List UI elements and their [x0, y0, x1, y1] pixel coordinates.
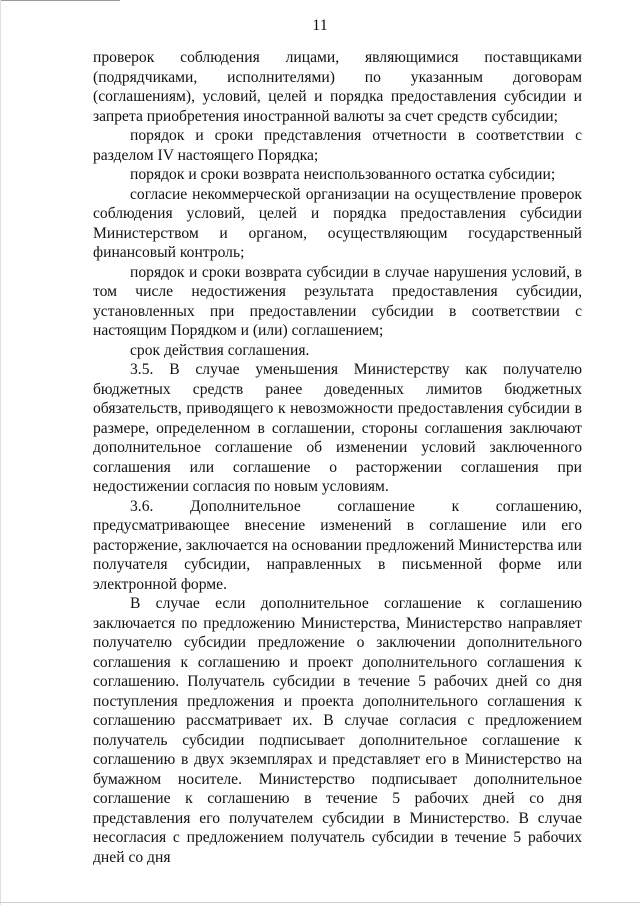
scan-edge-top — [0, 0, 120, 1]
paragraph-9: В случае если дополнительное соглашение к соглашению заключается по предложению Министерства, Министерство направляет получателю субсидии предложение о заключении дополнительного соглашения к соглашению и проект дополнительного соглашения к соглашению. Получатель субсидии в течение 5 рабочих дней со дня поступления предложения и проекта дополнительного соглашения к соглашению рассматривает их. В случае согласия с предложением получатель субсидии подписывает дополнительное соглашение к соглашению в двух экземплярах и представляет его в Министерство на бумажном носителе. Министерство подписывает дополнительное соглашение к соглашению в течение 5 рабочих дней со дня представления его получателем субсидии в Министерство. В случае несогласия с предложением получатель субсидии в течение 5 рабочих дней со дня — [93, 595, 582, 866]
document-body — [93, 48, 582, 867]
paragraph-3-6: 3.6. Дополнительное соглашение к соглашению, предусматривающее внесение изменений в соглашение или его расторжение, заключается на основании предложений Министерства или получателя субсидии, направленных в письменной форме или электронной форме. — [93, 497, 582, 593]
paragraph-3: порядок и сроки возврата неиспользованного остатка субсидии; — [130, 166, 556, 183]
paragraph-6: срок действия соглашения. — [130, 341, 310, 359]
paragraph-3-5: 3.5. В случае уменьшения Министерству как получателю бюджетных средств ранее доведенных лимитов бюджетных обязательств, приводящего к невозможности предоставления субсидии в размере, определенном в соглашении, стороны соглашения заключают дополнительное соглашение об изменении условий заключенного соглашения или соглашение о расторжении соглашения при недостижении согласия по новым условиям. — [93, 361, 582, 495]
paragraph-1: проверок соблюдения лицами, являющимися поставщиками (подрядчиками, исполнителями) по указанным договорам (соглашениям), условий, целей и порядка предоставления субсидии и запрета приобретения иностранной валюты за счет средств субсидии; — [93, 49, 582, 125]
paragraph-5: порядок и сроки возврата субсидии в случае нарушения условий, в том числе недостижения результата предоставления субсидии, установленных при предоставлении субсидии в соответствии с настоящим Порядком и (или) соглашением; — [93, 263, 582, 339]
scan-edge-bottom — [0, 902, 640, 903]
page-number: 11 — [312, 17, 328, 34]
paragraph-2: порядок и сроки представления отчетности в соответствии с разделом IV настоящего Порядка; — [93, 127, 582, 164]
paragraph-4: согласие некоммерческой организации на осуществление проверок соблюдения условий, целей и порядка предоставления субсидии Министерством и органом, осуществляющим государственный финансовый контроль; — [93, 185, 582, 261]
scan-edge-left — [0, 0, 1, 905]
